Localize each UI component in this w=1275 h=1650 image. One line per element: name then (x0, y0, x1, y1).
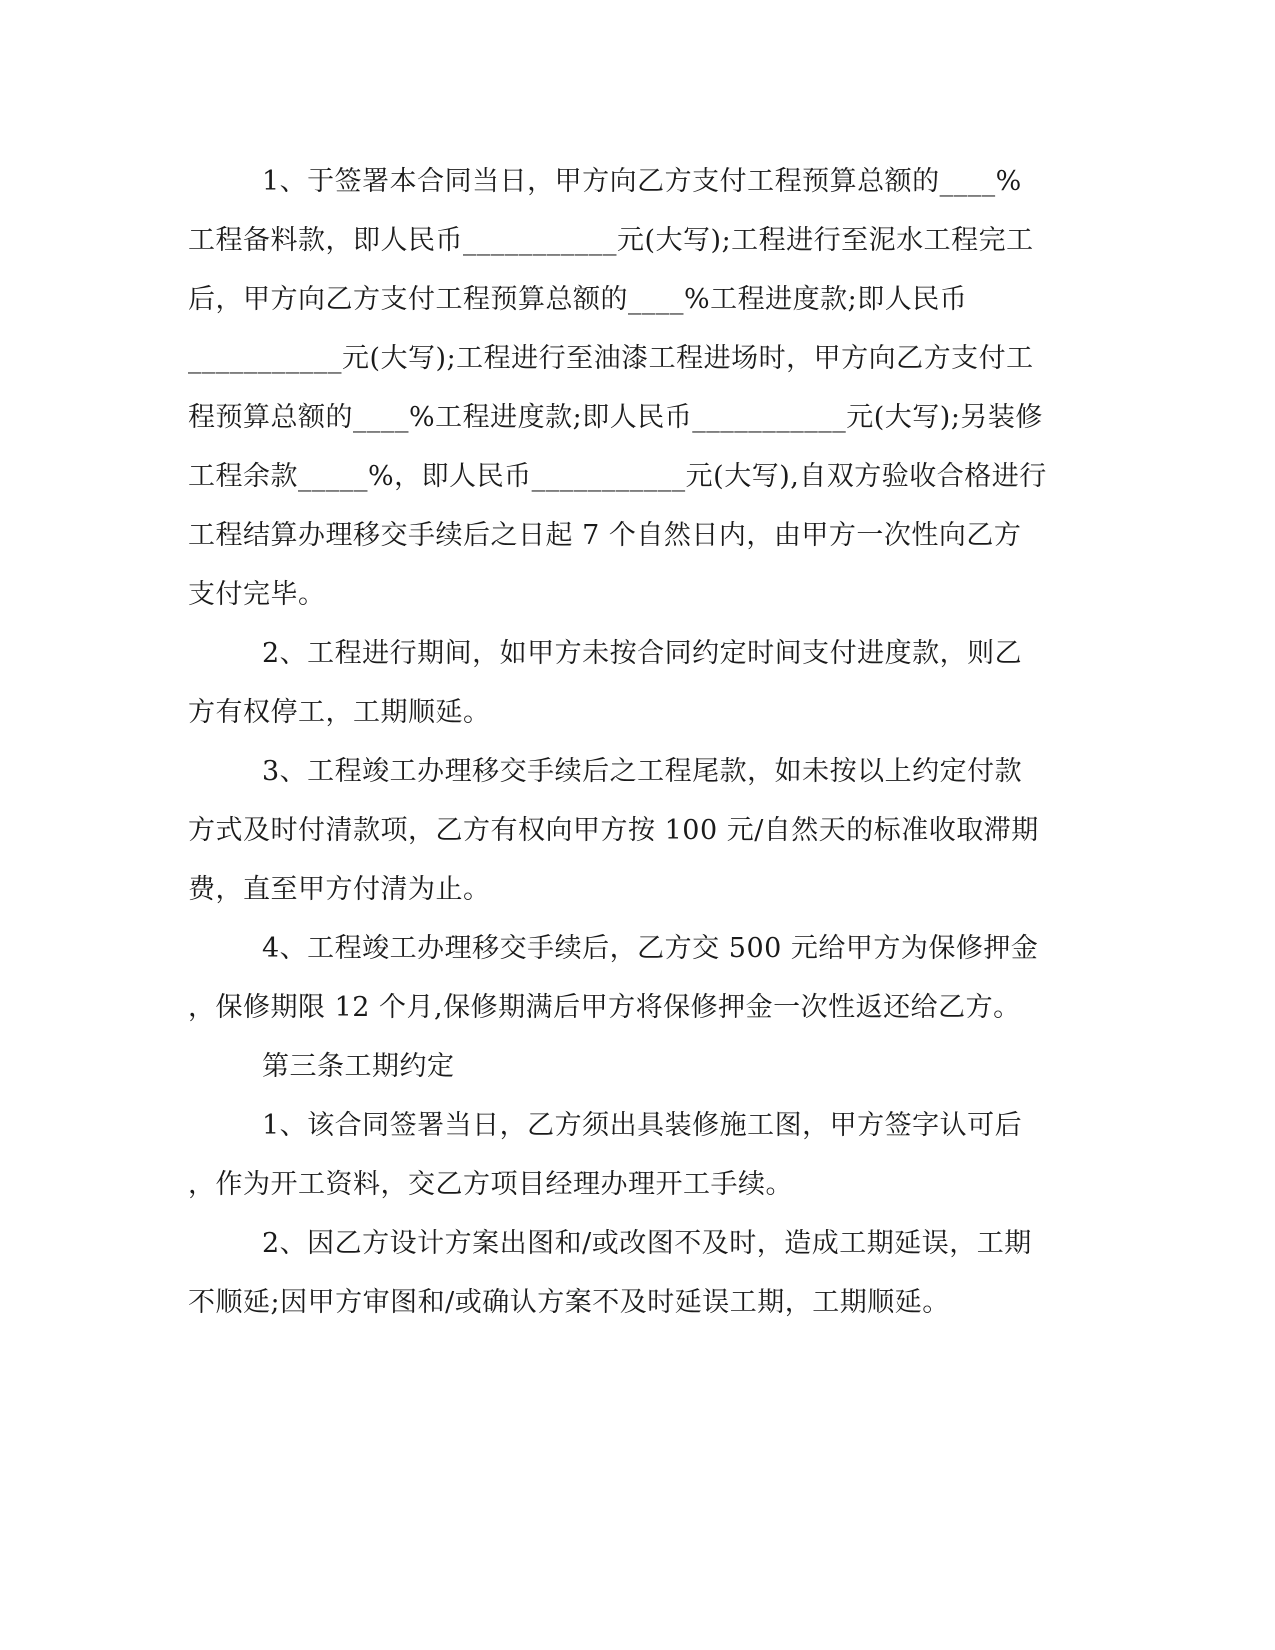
clause-1-line-1: 1、于签署本合同当日，甲方向乙方支付工程预算总额的____% (262, 166, 1022, 197)
clause-1-line-6: 工程余款_____%，即人民币___________元(大写),自双方验收合格进行 (188, 461, 1047, 492)
clause-1-line-8: 支付完毕。 (188, 579, 326, 610)
clause-1-line-5: 程预算总额的____%工程进度款;即人民币___________元(大写);另装修 (188, 402, 1043, 433)
schedule-clause-1-line-2: ，作为开工资料，交乙方项目经理办理开工手续。 (188, 1169, 793, 1200)
clause-2-line-1: 2、工程进行期间，如甲方未按合同约定时间支付进度款，则乙 (262, 638, 1023, 669)
clause-1-line-3: 后，甲方向乙方支付工程预算总额的____%工程进度款;即人民币 (188, 284, 968, 315)
clause-1-line-7: 工程结算办理移交手续后之日起 7 个自然日内，由甲方一次性向乙方 (188, 520, 1022, 551)
clause-4-line-2: ，保修期限 12 个月,保修期满后甲方将保修押金一次性返还给乙方。 (188, 992, 1021, 1023)
clause-1-line-4: ___________元(大写);工程进行至油漆工程进场时，甲方向乙方支付工 (188, 343, 1034, 374)
clause-3-line-3: 费，直至甲方付清为止。 (188, 874, 491, 905)
clause-3-line-2: 方式及时付清款项，乙方有权向甲方按 100 元/自然天的标准收取滞期 (188, 815, 1039, 846)
schedule-clause-2-line-2: 不顺延;因甲方审图和/或确认方案不及时延误工期，工期顺延。 (188, 1287, 950, 1318)
clause-3-line-1: 3、工程竣工办理移交手续后之工程尾款，如未按以上约定付款 (262, 756, 1023, 787)
section-heading: 第三条工期约定 (262, 1051, 455, 1082)
schedule-clause-1-line-1: 1、该合同签署当日，乙方须出具装修施工图，甲方签字认可后 (262, 1110, 1023, 1141)
clause-1-line-2: 工程备料款，即人民币___________元(大写);工程进行至泥水工程完工 (188, 225, 1034, 256)
schedule-clause-2-line-1: 2、因乙方设计方案出图和/或改图不及时，造成工期延误，工期 (262, 1228, 1032, 1259)
clause-2-line-2: 方有权停工，工期顺延。 (188, 697, 491, 728)
clause-4-line-1: 4、工程竣工办理移交手续后，乙方交 500 元给甲方为保修押金 (262, 933, 1039, 964)
